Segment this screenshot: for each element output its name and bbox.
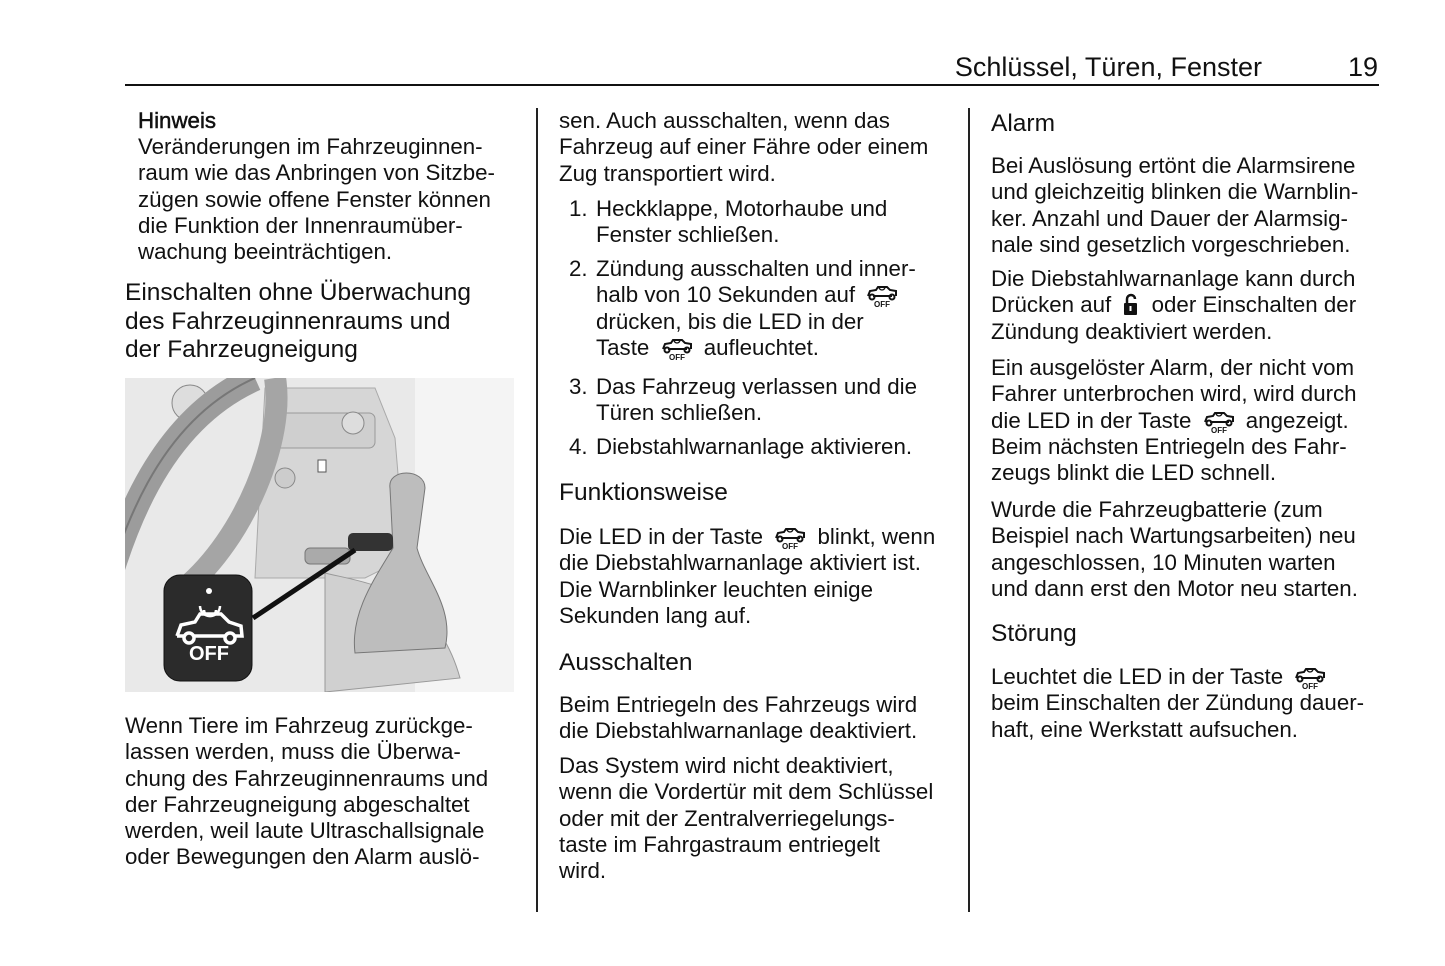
text-line: Beim Entriegeln des Fahrzeugs wird [559, 692, 918, 717]
text-line: Türen schließen. [596, 400, 763, 426]
text-line: Hinweis [138, 108, 217, 133]
text-line: raum wie das Anbringen von Sitzbe- [138, 160, 495, 186]
para-tiere [125, 713, 488, 871]
text-line: und gleichzeitig blinken die Warnblin- [991, 179, 1359, 205]
list-number: 3. [569, 374, 588, 399]
note-title [138, 108, 216, 134]
page-number: 19 [1347, 52, 1378, 82]
text-line: Fahrer unterbrochen wird, wird durch [991, 381, 1357, 407]
alarm-off-icon [1293, 664, 1327, 690]
text-line: Die Diebstahlwarnanlage kann durch [991, 266, 1356, 291]
text-line: die Funktion der Innenraumüber- [138, 212, 463, 238]
text-line: oder mit der Zentralverriegelungs- [559, 805, 895, 831]
step-3 [569, 374, 918, 427]
text-line: Sekunden lang auf. [559, 602, 752, 628]
text-line: Die Warnblinker leuchten einige [559, 576, 873, 602]
text-line: beim Einschalten der Zündung dauer- [991, 690, 1365, 716]
text-line: Beispiel nach Wartungsarbeiten) neu [991, 523, 1356, 549]
text-line: Ein ausgelöster Alarm, der nicht vom [991, 355, 1355, 380]
heading-aus [559, 649, 692, 678]
svg-text:OFF: OFF [874, 300, 891, 309]
svg-text:OFF: OFF [1210, 425, 1227, 434]
list-number: 2. [569, 256, 588, 281]
unlock-icon [1121, 292, 1141, 318]
svg-text:OFF: OFF [782, 542, 799, 551]
alarm-off-icon [660, 335, 694, 361]
off-badge-label: OFF [189, 643, 229, 665]
text-line [596, 282, 916, 308]
text-line: wird. [559, 858, 607, 884]
text-line: zügen sowie offene Fenster können [138, 186, 491, 212]
heading-line: Einschalten ohne Überwachung [125, 279, 471, 306]
heading-line: Funktionsweise [559, 479, 728, 506]
text-line: Fenster schließen. [596, 222, 780, 248]
heading-alarm [991, 110, 1055, 139]
heading-line: des Fahrzeuginnenraums und [125, 307, 451, 335]
text-line: chung des Fahrzeuginnenraums und [125, 765, 489, 791]
alarm-off-icon [865, 282, 899, 308]
column-divider [968, 108, 970, 912]
heading-line: der Fahrzeugneigung [125, 336, 358, 364]
text-line: ker. Anzahl und Dauer der Alarmsig- [991, 205, 1348, 231]
text-line [596, 335, 916, 361]
text-line: Wurde die Fahrzeugbatterie (zum [991, 497, 1323, 522]
text-line: Zug transportiert wird. [559, 160, 776, 186]
text-segment: die LED in der Taste [991, 407, 1198, 433]
text-line: sen. Auch ausschalten, wenn das [559, 108, 890, 133]
text-line: drücken, bis die LED in der [596, 308, 864, 334]
header-rule [125, 84, 1379, 86]
text-segment: Die LED in der Taste [559, 524, 770, 549]
text-line: Fahrzeug auf einer Fähre oder einem [559, 134, 929, 160]
para-aus1 [559, 692, 917, 745]
text-line: taste im Fahrgastraum entriegelt [559, 831, 880, 857]
text-line [991, 408, 1357, 434]
list-number: 4. [569, 434, 588, 459]
running-header-title: Schlüssel, Türen, Fenster [954, 52, 1262, 82]
svg-text:OFF: OFF [1302, 682, 1319, 691]
text-segment: angezeigt. [1239, 407, 1349, 433]
text-line: Heckklappe, Motorhaube und [596, 196, 888, 221]
heading-stoerung [991, 620, 1077, 649]
para-alarm4 [991, 497, 1358, 602]
text-line: Zündung deaktiviert werden. [991, 318, 1273, 344]
text-line: Wenn Tiere im Fahrzeug zurückge- [125, 713, 473, 738]
text-line: der Fahrzeugneigung abgeschaltet [125, 791, 470, 817]
para-stoerung [991, 664, 1364, 743]
text-segment: Leuchtet die LED in der Taste [991, 664, 1290, 689]
step-1 [569, 196, 888, 249]
text-segment: Taste [596, 334, 656, 360]
svg-text:OFF: OFF [668, 353, 685, 362]
text-line [991, 292, 1356, 318]
text-line [559, 524, 935, 550]
text-line: Das Fahrzeug verlassen und die [596, 374, 918, 399]
text-segment: Drücken auf [991, 292, 1118, 318]
text-line: werden, weil laute Ultraschallsignale [125, 818, 485, 844]
text-line: und dann erst den Motor neu starten. [991, 575, 1358, 601]
text-line: Das System wird nicht deaktiviert, [559, 753, 894, 778]
list-number: 1. [569, 196, 588, 221]
text-line: wachung beeinträchtigen. [138, 239, 393, 265]
alarm-off-icon [773, 524, 807, 550]
note-body [138, 134, 495, 265]
text-line: zeugs blinkt die LED schnell. [991, 460, 1277, 486]
heading-line: Ausschalten [559, 649, 693, 676]
para-alarm1 [991, 153, 1358, 258]
text-line: angeschlossen, 10 Minuten warten [991, 549, 1336, 575]
text-segment: halb von 10 Sekunden auf [596, 282, 862, 308]
text-line [991, 664, 1364, 690]
heading-line: Alarm [991, 110, 1055, 137]
text-line: oder Bewegungen den Alarm auslö- [125, 844, 480, 870]
text-line: haft, eine Werkstatt aufsuchen. [991, 716, 1298, 742]
text-line: Veränderungen im Fahrzeuginnen- [138, 134, 483, 159]
para-cont [559, 108, 928, 187]
text-line: nale sind gesetzlich vorgeschrieben. [991, 231, 1351, 257]
heading-funktion [559, 479, 728, 508]
para-alarm3 [991, 355, 1357, 486]
para-funktion [559, 524, 935, 629]
heading-einschalten [125, 279, 471, 365]
column-divider [536, 108, 538, 912]
step-4 [569, 434, 913, 460]
text-line: Bei Auslösung ertönt die Alarmsirene [991, 153, 1356, 178]
text-segment: oder Einschalten der [1145, 292, 1357, 318]
para-aus2 [559, 753, 933, 884]
text-segment: aufleuchtet. [697, 334, 819, 360]
text-segment: blinkt, wenn [811, 524, 936, 549]
center-console-illustration [125, 378, 514, 692]
text-line: die Diebstahlwarnanlage aktiviert ist. [559, 550, 921, 576]
alarm-off-icon [1202, 408, 1236, 434]
para-alarm2 [991, 266, 1356, 345]
heading-line: Störung [991, 620, 1077, 647]
text-line: wenn die Vordertür mit dem Schlüssel [559, 779, 934, 805]
text-line: Zündung ausschalten und inner- [596, 256, 916, 281]
text-line: Diebstahlwarnanlage aktivieren. [596, 434, 913, 459]
step-2 [569, 256, 916, 362]
text-line: die Diebstahlwarnanlage deaktiviert. [559, 718, 918, 744]
text-line: lassen werden, muss die Überwa- [125, 739, 461, 765]
text-line: Beim nächsten Entriegeln des Fahr- [991, 433, 1347, 459]
